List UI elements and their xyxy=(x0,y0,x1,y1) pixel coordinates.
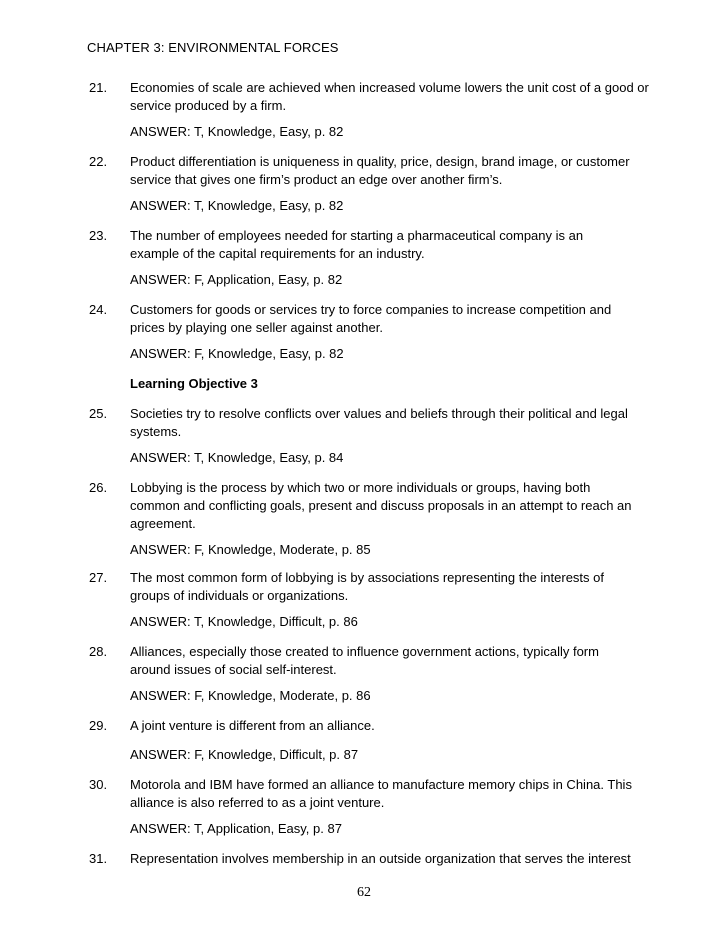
question-text: Societies try to resolve conflicts over values and beliefs through their political and legal systems. xyxy=(130,406,628,439)
chapter-title: CHAPTER 3: ENVIRONMENTAL FORCES xyxy=(87,40,339,55)
question-number: 23. xyxy=(89,228,108,243)
answer-line: ANSWER: F, Knowledge, Easy, p. 82 xyxy=(130,346,344,361)
question-text: Lobbying is the process by which two or more individuals or groups, having both common and conflicting goals, present and discuss proposals in an attempt to reach an agreement. xyxy=(130,480,632,531)
learning-objective-heading: Learning Objective 3 xyxy=(130,376,258,391)
answer-line: ANSWER: F, Knowledge, Difficult, p. 87 xyxy=(130,747,359,762)
question-text: Motorola and IBM have formed an alliance to manufacture memory chips in China. This alliance is also referred to as a joint venture. xyxy=(130,777,632,810)
answer-line: ANSWER: F, Application, Easy, p. 82 xyxy=(130,272,343,287)
question-text: Alliances, especially those created to influence government actions, typically form around issues of social self-interest. xyxy=(130,644,599,677)
answer-line: ANSWER: F, Knowledge, Moderate, p. 86 xyxy=(130,688,371,703)
question-text: The number of employees needed for starting a pharmaceutical company is an example of the capital requirements for an industry. xyxy=(130,228,584,261)
question-number: 31. xyxy=(89,851,108,866)
question-number: 29. xyxy=(89,718,108,733)
question-number: 24. xyxy=(89,302,108,317)
question-text: Economies of scale are achieved when increased volume lowers the unit cost of a good or service produced by a firm. xyxy=(130,80,649,113)
question-number: 25. xyxy=(89,406,108,421)
question-number: 22. xyxy=(89,154,108,169)
answer-line: ANSWER: T, Application, Easy, p. 87 xyxy=(130,821,342,836)
question-text: The most common form of lobbying is by associations representing the interests of groups of individuals or organizations. xyxy=(130,570,604,603)
question-text: Product differentiation is uniqueness in quality, price, design, brand image, or customer service that gives one firm’s product an edge over another firm’s. xyxy=(130,154,630,187)
question-number: 27. xyxy=(89,570,108,585)
question-number: 30. xyxy=(89,777,108,792)
answer-line: ANSWER: F, Knowledge, Moderate, p. 85 xyxy=(130,542,371,557)
answer-line: ANSWER: T, Knowledge, Difficult, p. 86 xyxy=(130,614,358,629)
question-text: Customers for goods or services try to force companies to increase competition and prices by playing one seller against another. xyxy=(130,302,612,335)
answer-line: ANSWER: T, Knowledge, Easy, p. 82 xyxy=(130,124,344,139)
question-number: 28. xyxy=(89,644,108,659)
question-text: A joint venture is different from an alliance. xyxy=(130,718,375,733)
question-text: Representation involves membership in an outside organization that serves the interest xyxy=(130,851,631,866)
page-number: 62 xyxy=(357,885,371,900)
question-number: 26. xyxy=(89,480,108,495)
question-number: 21. xyxy=(89,80,108,95)
answer-line: ANSWER: T, Knowledge, Easy, p. 82 xyxy=(130,198,344,213)
answer-line: ANSWER: T, Knowledge, Easy, p. 84 xyxy=(130,450,344,465)
